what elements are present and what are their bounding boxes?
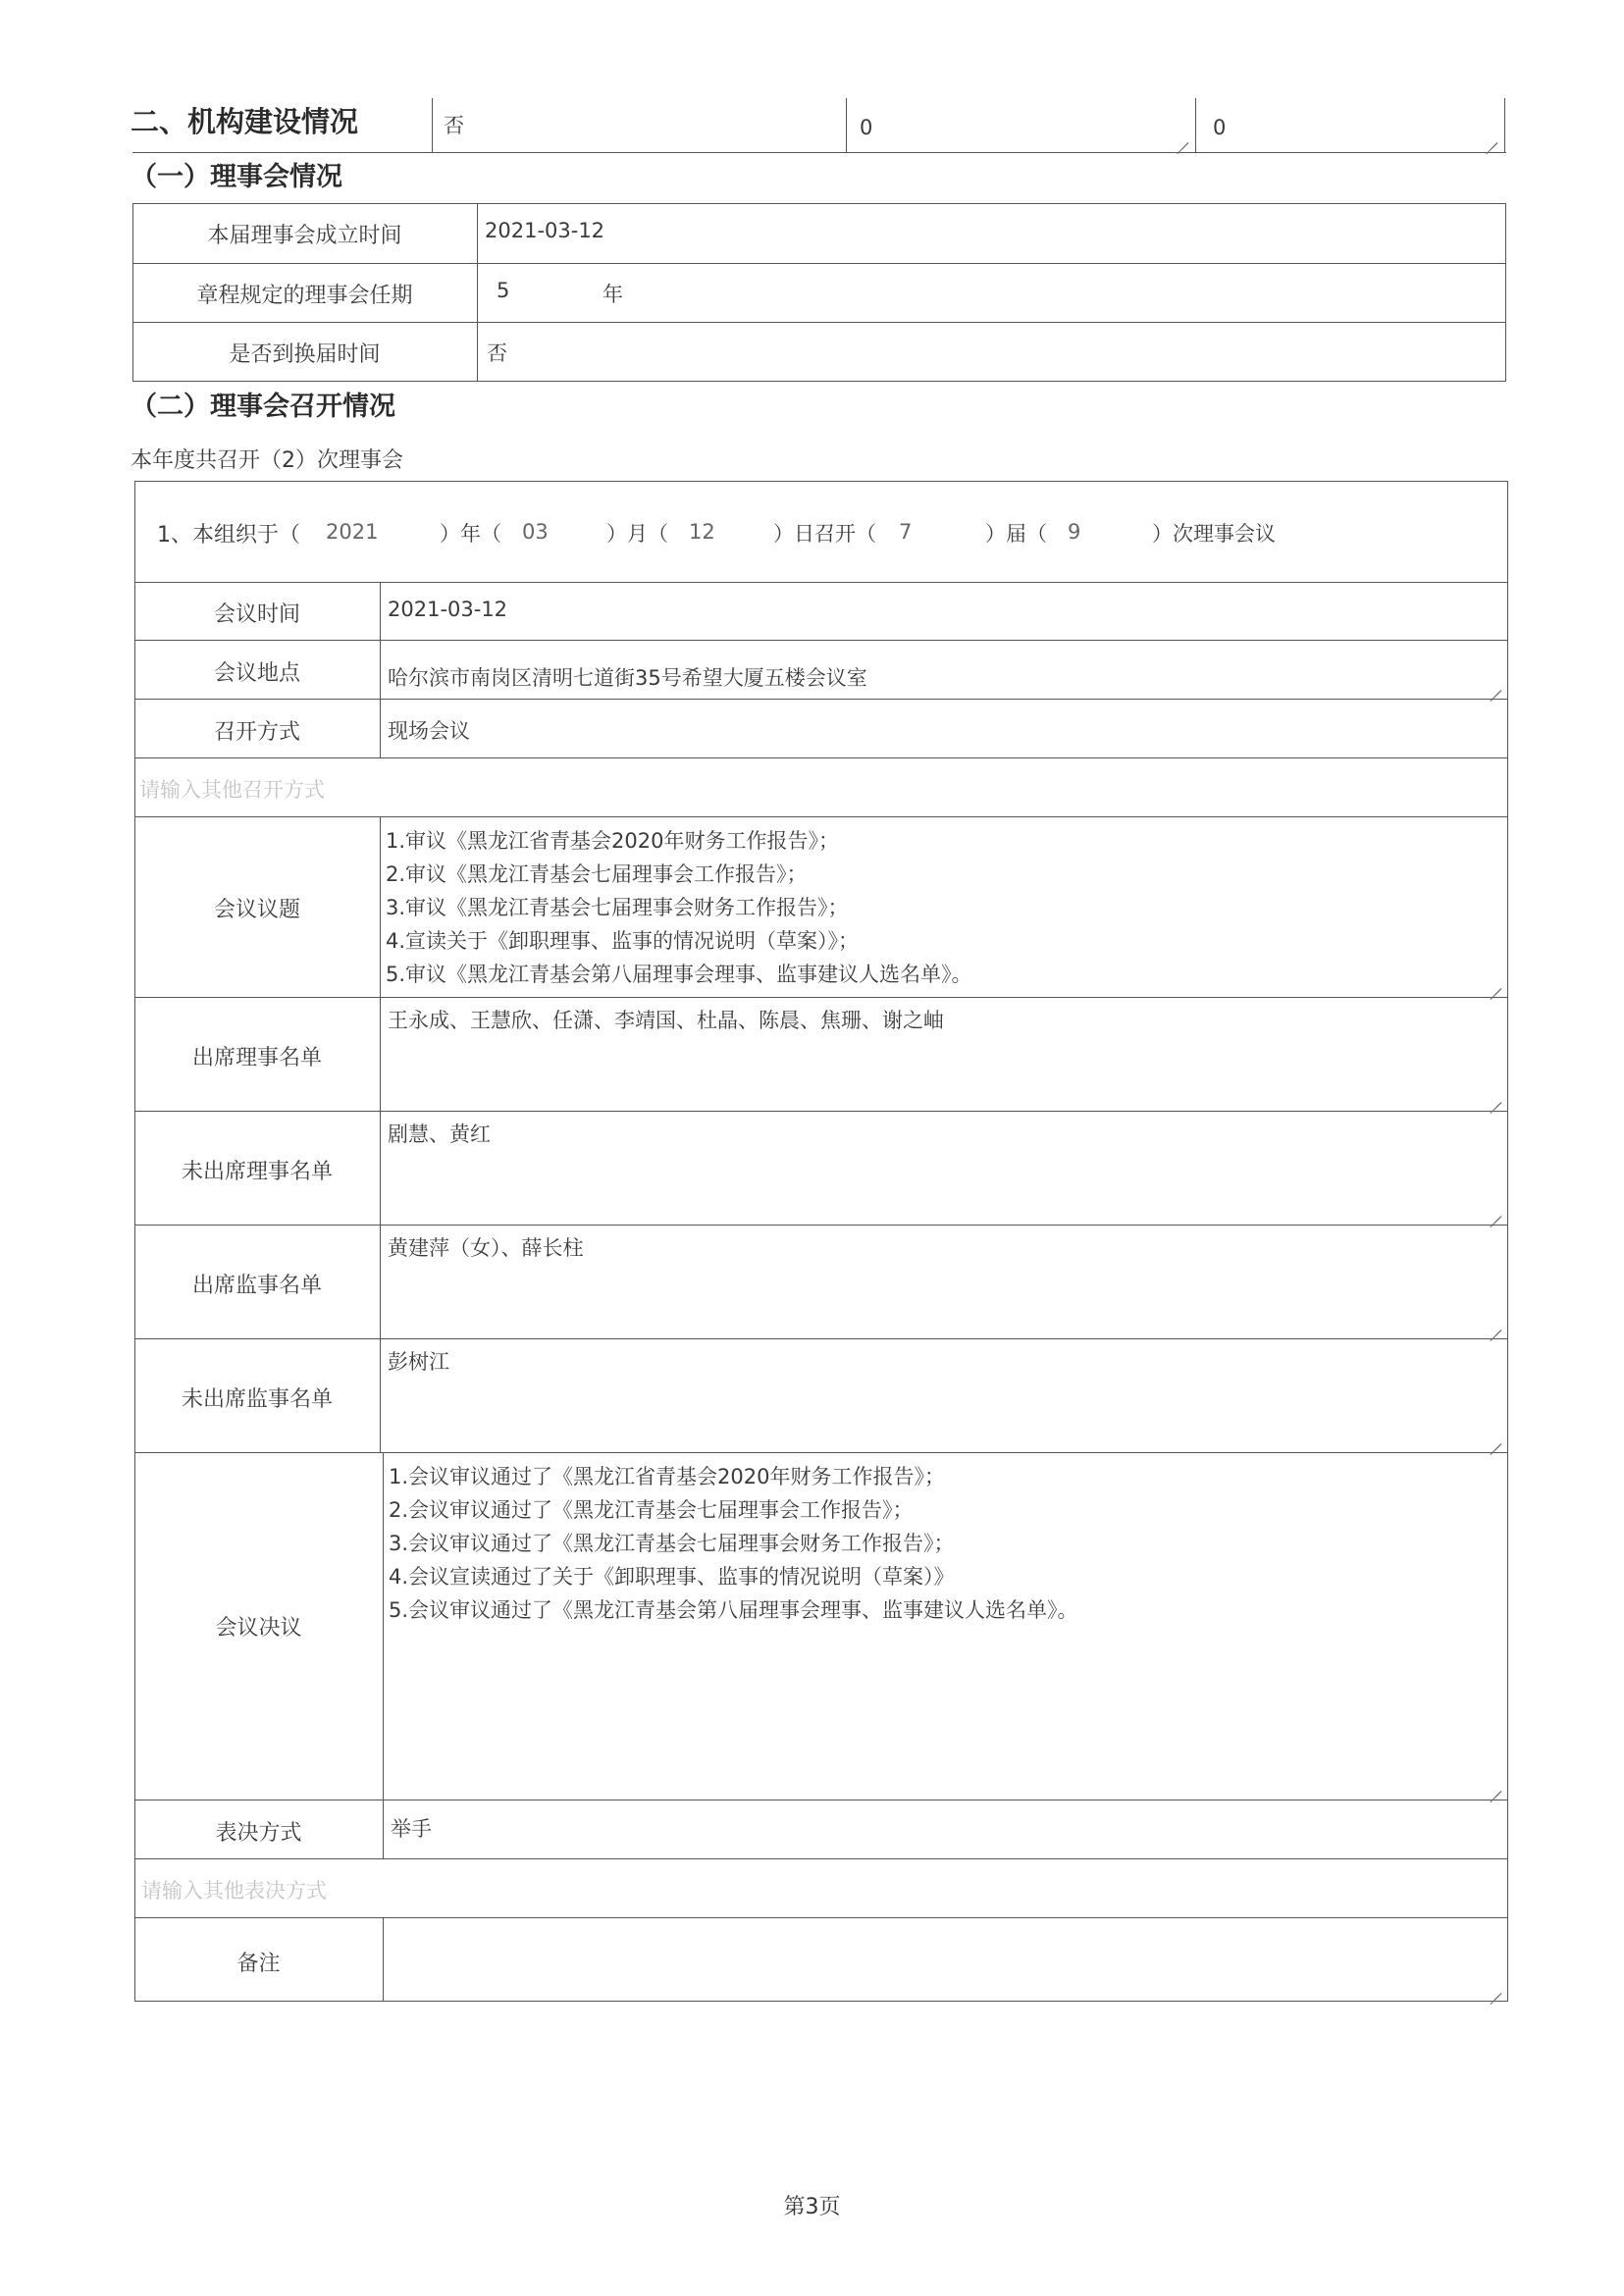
- council-term-label: 章程规定的理事会任期: [196, 284, 413, 308]
- resolution-item: 3.会议审议通过了《黑龙江青基会七届理事会财务工作报告》；: [389, 1532, 955, 1555]
- divider: [134, 699, 1508, 700]
- divider: [134, 1225, 1508, 1226]
- resize-handle-icon[interactable]: [1486, 975, 1501, 991]
- meeting-place-label: 会议地点: [213, 661, 300, 686]
- org-field-2[interactable]: 0: [860, 116, 873, 139]
- meeting-count-field[interactable]: 9: [1068, 520, 1081, 544]
- present-supervisors-label: 出席监事名单: [191, 1274, 322, 1298]
- divider: [380, 582, 381, 757]
- resolutions-label: 会议决议: [215, 1616, 302, 1641]
- present-directors-label: 出席理事名单: [191, 1046, 322, 1070]
- resolution-item: 1.会议审议通过了《黑龙江省青基会2020年财务工作报告》；: [389, 1465, 945, 1488]
- divider: [383, 1452, 384, 1858]
- divider: [383, 1917, 384, 2002]
- resize-handle-icon[interactable]: [1486, 1317, 1501, 1332]
- meeting-place-value[interactable]: 哈尔滨市南岗区清明七道街35号希望大厦五楼会议室: [388, 666, 867, 690]
- divider: [132, 152, 1506, 153]
- resolution-item: 4.会议宣读通过了关于《卸职理事、监事的情况说明（草案）》: [389, 1565, 955, 1589]
- meeting-topics-label: 会议议题: [213, 898, 300, 922]
- page-number: 第3页: [783, 2195, 841, 2219]
- divider: [134, 757, 1508, 758]
- council-established-value[interactable]: 2021-03-12: [485, 219, 605, 242]
- resolution-item: 5.会议审议通过了《黑龙江青基会第八届理事会理事、监事建议人选名单》。: [389, 1598, 1078, 1622]
- meeting-method-value[interactable]: 现场会议: [388, 719, 470, 743]
- divider: [134, 1917, 1508, 1918]
- topic-item: 4.宣读关于《卸职理事、监事的情况说明（草案）》；: [386, 929, 860, 953]
- divider: [477, 203, 478, 382]
- council-renewal-value[interactable]: 否: [487, 341, 507, 365]
- divider: [1504, 98, 1505, 153]
- meeting-1-table: [134, 481, 1508, 2002]
- divider: [134, 1452, 1508, 1453]
- topic-item: 5.审议《黑龙江青基会第八届理事会理事、监事建议人选名单》。: [386, 963, 972, 986]
- divider: [132, 322, 1506, 323]
- divider: [134, 640, 1508, 641]
- council-renewal-label: 是否到换届时间: [229, 342, 381, 367]
- meeting-topics-textarea[interactable]: [386, 824, 972, 991]
- resolutions-textarea[interactable]: [389, 1460, 1078, 1627]
- resize-handle-icon[interactable]: [1486, 1778, 1501, 1794]
- section-title-org: 二、机构建设情况: [131, 105, 359, 138]
- meeting-month-field[interactable]: 03: [522, 520, 549, 544]
- divider: [134, 997, 1508, 998]
- meeting-line-month-text: ）月（: [606, 522, 668, 546]
- present-directors-textarea[interactable]: 王永成、王慧欣、任潇、李靖国、杜晶、陈晨、焦珊、谢之岫: [388, 1009, 944, 1032]
- council-term-value[interactable]: 5: [497, 279, 510, 302]
- council-established-label: 本届理事会成立时间: [207, 224, 402, 248]
- resize-handle-icon[interactable]: [1486, 1431, 1501, 1446]
- remarks-label: 备注: [236, 1952, 281, 1976]
- vote-method-label: 表决方式: [215, 1821, 302, 1846]
- resolution-item: 2.会议审议通过了《黑龙江青基会七届理事会工作报告》；: [389, 1498, 914, 1522]
- meetings-summary: 本年度共召开（2）次理事会: [131, 448, 403, 473]
- meeting-time-label: 会议时间: [213, 602, 300, 627]
- other-vote-input[interactable]: 请输入其他表决方式: [141, 1879, 327, 1903]
- present-supervisors-textarea[interactable]: 黄建萍（女）、薛长柱: [388, 1236, 584, 1260]
- absent-directors-textarea[interactable]: 剧慧、黄红: [388, 1122, 491, 1146]
- meeting-method-label: 召开方式: [213, 720, 300, 745]
- meeting-time-value[interactable]: 2021-03-12: [388, 598, 508, 621]
- resize-handle-icon[interactable]: [1486, 677, 1501, 693]
- resize-handle-icon[interactable]: [1486, 1203, 1501, 1219]
- resize-handle-icon[interactable]: [1173, 130, 1188, 145]
- section-heading-meetings: （二）理事会召开情况: [131, 391, 395, 422]
- topic-item: 2.审议《黑龙江青基会七届理事会工作报告》；: [386, 862, 808, 886]
- divider: [134, 1338, 1508, 1339]
- topic-item: 1.审议《黑龙江省青基会2020年财务工作报告》；: [386, 829, 839, 853]
- council-term-unit: 年: [602, 283, 623, 306]
- meeting-1-header-line: [157, 518, 300, 548]
- section-heading-council: （一）理事会情况: [131, 162, 342, 192]
- meeting-year-field[interactable]: 2021: [326, 520, 379, 544]
- meeting-line-count-text: ）次理事会议: [1152, 522, 1276, 546]
- other-method-input[interactable]: 请输入其他召开方式: [139, 778, 325, 802]
- divider: [132, 263, 1506, 264]
- resize-handle-icon[interactable]: [1486, 1089, 1501, 1105]
- divider: [380, 816, 381, 1452]
- topic-item: 3.审议《黑龙江青基会七届理事会财务工作报告》；: [386, 896, 849, 919]
- divider: [432, 98, 433, 153]
- remarks-textarea[interactable]: [391, 1927, 1490, 1992]
- divider: [134, 816, 1508, 817]
- divider: [1195, 98, 1196, 153]
- meeting-day-field[interactable]: 12: [689, 520, 715, 544]
- absent-supervisors-textarea[interactable]: 彭树江: [388, 1350, 449, 1374]
- meeting-line-day-text: ）日召开（: [773, 522, 876, 546]
- divider: [134, 582, 1508, 583]
- resize-handle-icon[interactable]: [1486, 1980, 1501, 1996]
- meeting-session-field[interactable]: 7: [899, 520, 913, 544]
- org-field-1[interactable]: 否: [444, 114, 464, 137]
- meeting-line-session-text: ）届（: [985, 522, 1047, 546]
- meeting-line-prefix: 1、本组织于（: [157, 523, 300, 548]
- org-field-3[interactable]: 0: [1213, 116, 1227, 139]
- vote-method-value[interactable]: 举手: [391, 1817, 432, 1841]
- divider: [134, 1111, 1508, 1112]
- divider: [134, 1858, 1508, 1859]
- divider: [846, 98, 847, 153]
- absent-supervisors-label: 未出席监事名单: [181, 1387, 333, 1412]
- meeting-line-year-text: ）年（: [440, 522, 501, 546]
- resize-handle-icon[interactable]: [1482, 130, 1497, 145]
- absent-directors-label: 未出席理事名单: [181, 1160, 333, 1184]
